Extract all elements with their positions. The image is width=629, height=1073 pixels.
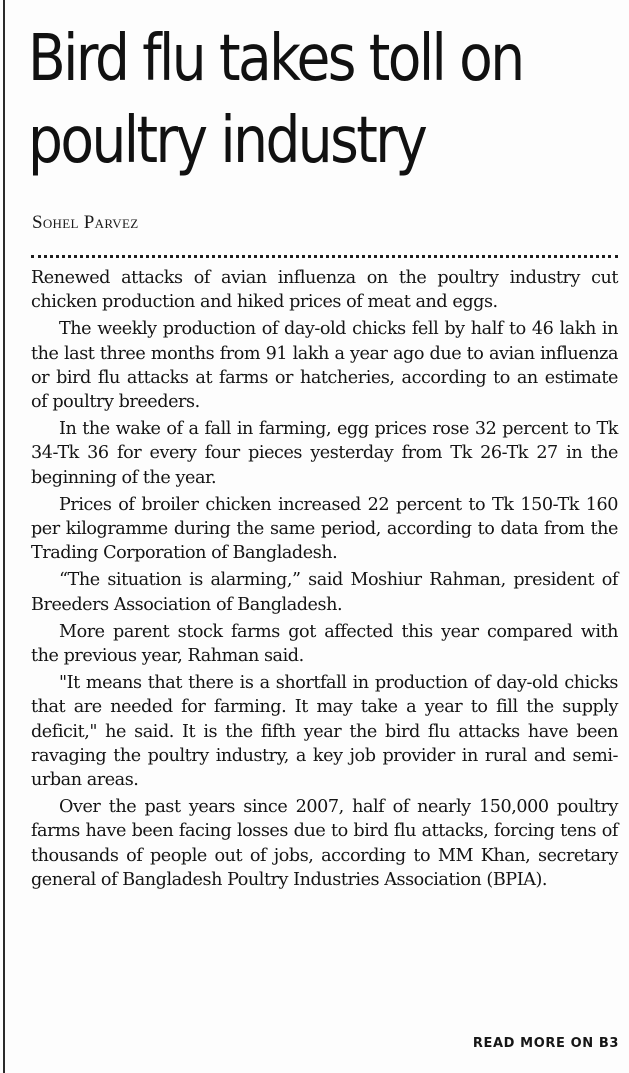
column-divider <box>3 0 5 1073</box>
paragraph: “The situation is alarming,” said Moshiur Rahman, president of Breeders Association of Bangladesh. <box>31 570 618 615</box>
paragraph: More parent stock farms got affected this year compared with the previous year, Rahman said. <box>31 621 618 667</box>
paragraph: The weekly production of day-old chicks fell by half to 46 lakh in the last three months from 91 lakh a year ago due to avian influenza or bird flu attacks at farms or hatcheries, according to an estimate of poultry breeders. <box>31 319 618 413</box>
paragraph: Over the past years since 2007, half of nearly 150,000 poultry farms have been facing losses due to bird flu attacks, forcing tens of thousands of people out of jobs, according to MM Khan, secretary general of Bangladesh Poultry Industries Association (BPIA). <box>31 797 618 890</box>
paragraph: In the wake of a fall in farming, egg prices rose 32 percent to Tk 34-Tk 36 for every four pieces yesterday from Tk 26-Tk 27 in the beginning of the year. <box>31 419 618 488</box>
paragraph: Prices of broiler chicken increased 22 percent to Tk 150-Tk 160 per kilogramme during the same period, according to data from the Trading Corporation of Bangladesh. <box>31 494 618 564</box>
article-body <box>31 266 618 895</box>
paragraph: "It means that there is a shortfall in production of day-old chicks that are needed for farming. It may take a year to fill the supply deficit," he said. It is the fifth year the bird flu attacks have been ravaging the poultry industry, a key job provider in rural and semi-urban areas. <box>31 673 618 791</box>
headline-line-2: poultry industry <box>28 104 426 178</box>
byline: Sohel Parvez <box>32 212 139 233</box>
dotted-separator <box>31 255 618 258</box>
headline <box>28 18 535 182</box>
headline-line-1: Bird flu takes toll on <box>28 22 523 96</box>
paragraph: Renewed attacks of avian influenza on the poultry industry cut chicken production and hiked prices of meat and eggs. <box>31 268 618 313</box>
read-more-link[interactable]: READ MORE ON B3 <box>472 1036 619 1051</box>
